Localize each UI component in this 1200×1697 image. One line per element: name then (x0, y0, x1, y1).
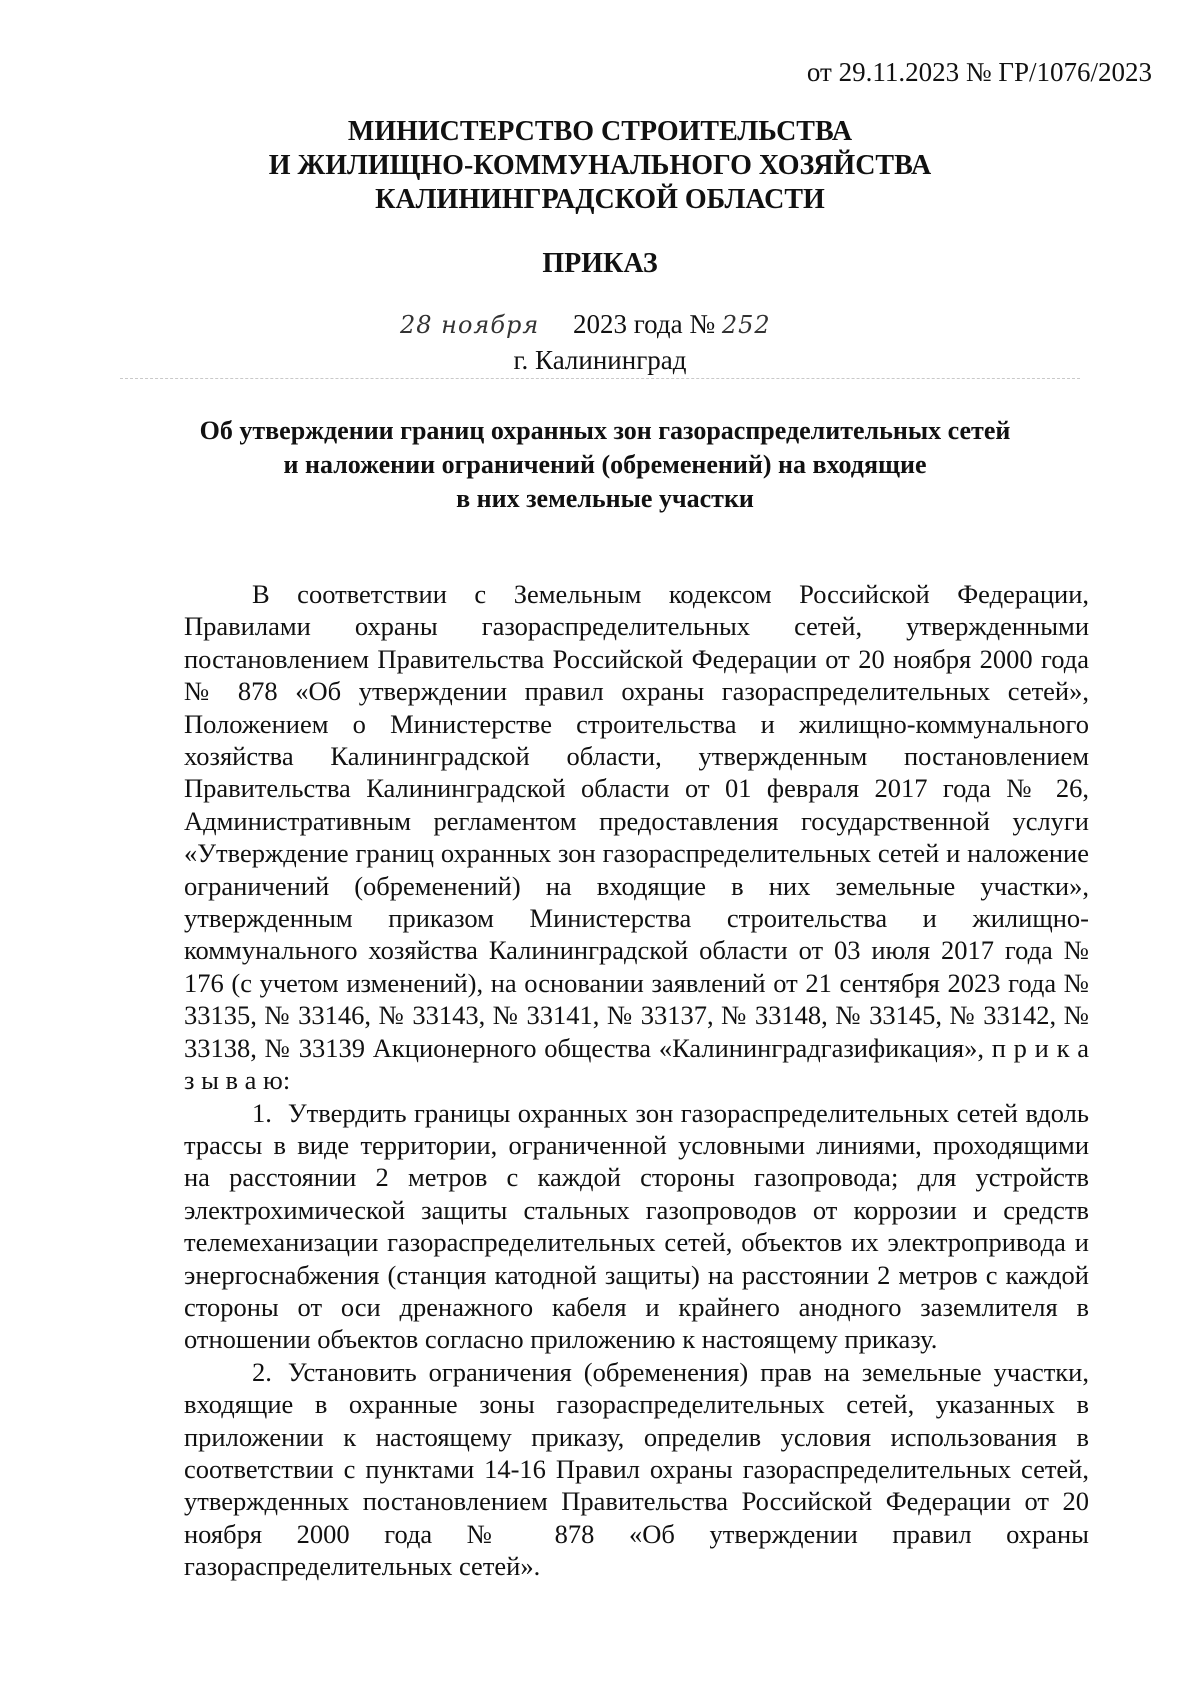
item-1-text: Утвердить границы охранных зон газораспределительных сетей вдоль трассы в виде территории, ограниченной условными линиями, проходящими на расстоянии 2 метров с каждой стороны газопровода; для устройств электрохимической защиты стальных газопроводов от коррозии и средств телемеханизации газораспределительных сетей, объектов их электропривода и энергоснабжения (станция катодной защиты) на расстоянии 2 метров с каждой стороны от оси дренажного кабеля и крайнего анодного заземлителя в отношении объектов согласно приложению к настоящему приказу. (184, 1097, 1089, 1355)
item-2-number: 2. (252, 1356, 272, 1387)
ministry-heading (0, 115, 1200, 217)
printed-year-and-number-label: 2023 года № (572, 309, 716, 339)
subject-line-1: Об утверждении границ охранных зон газораспределительных сетей (199, 416, 1011, 445)
subject-line-3: в них земельные участки (456, 484, 754, 513)
city-name: г. Калининград (513, 345, 687, 375)
document-type-title: ПРИКАЗ (542, 248, 658, 279)
order-date-line (400, 308, 771, 341)
item-1-number: 1. (252, 1097, 272, 1128)
ministry-line-3: КАЛИНИНГРАДСКОЙ ОБЛАСТИ (375, 184, 825, 215)
order-item-1 (184, 1097, 1089, 1356)
order-subject (150, 414, 1060, 516)
registration-number: от 29.11.2023 № ГР/1076/2023 (806, 57, 1152, 87)
handwritten-date: 28 ноября (400, 311, 540, 339)
item-2-text: Установить ограничения (обременения) прав на земельные участки, входящие в охранные зоны газораспределительных сетей, указанных в приложении к настоящему приказу, определив условия использования в соответствии с пунктами 14-16 Правил охраны газораспределительных сетей, утвержденных постановлением Правительства Российской Федерации от 20 ноября 2000 года № 878 «Об утверждении правил охраны газораспределительных сетей». (184, 1356, 1089, 1582)
ministry-line-1: МИНИСТЕРСТВО СТРОИТЕЛЬСТВА (347, 116, 853, 147)
ministry-line-2: И ЖИЛИЩНО-КОММУНАЛЬНОГО ХОЗЯЙСТВА (268, 150, 932, 181)
subject-line-2: и наложении ограничений (обременений) на входящие (283, 450, 927, 479)
order-body (184, 578, 1089, 1583)
preamble-paragraph: В соответствии с Земельным кодексом Российской Федерации, Правилами охраны газораспределительных сетей, утвержденными постановлением Правительства Российской Федерации от 20 ноября 2000 года № 878 «Об утверждении правил охраны газораспределительных сетей», Положением о Министерстве строительства и жилищно-коммунального хозяйства Калининградской области, утвержденным постановлением Правительства Калининградской области от 01 февраля 2017 года № 26, Административным регламентом предоставления государственной услуги «Утверждение границ охранных зон газораспределительных сетей и наложение ограничений (обременений) на входящие в них земельные участки», утвержденным приказом Министерства строительства и жилищно-коммунального хозяйства Калининградской области от 03 июля 2017 года № 176 (с учетом изменений), на основании заявлений от 21 сентября 2023 года № 33135, № 33146, № 33143, № 33141, № 33137, № 33148, № 33145, № 33142, № 33138, № 33139 Акционерного общества «Калининградгазификация», п р и к а з ы в а ю: (184, 579, 1089, 1096)
handwritten-order-number: 252 (721, 311, 771, 339)
scan-artifact-divider (120, 378, 1080, 379)
order-item-2 (184, 1356, 1089, 1583)
